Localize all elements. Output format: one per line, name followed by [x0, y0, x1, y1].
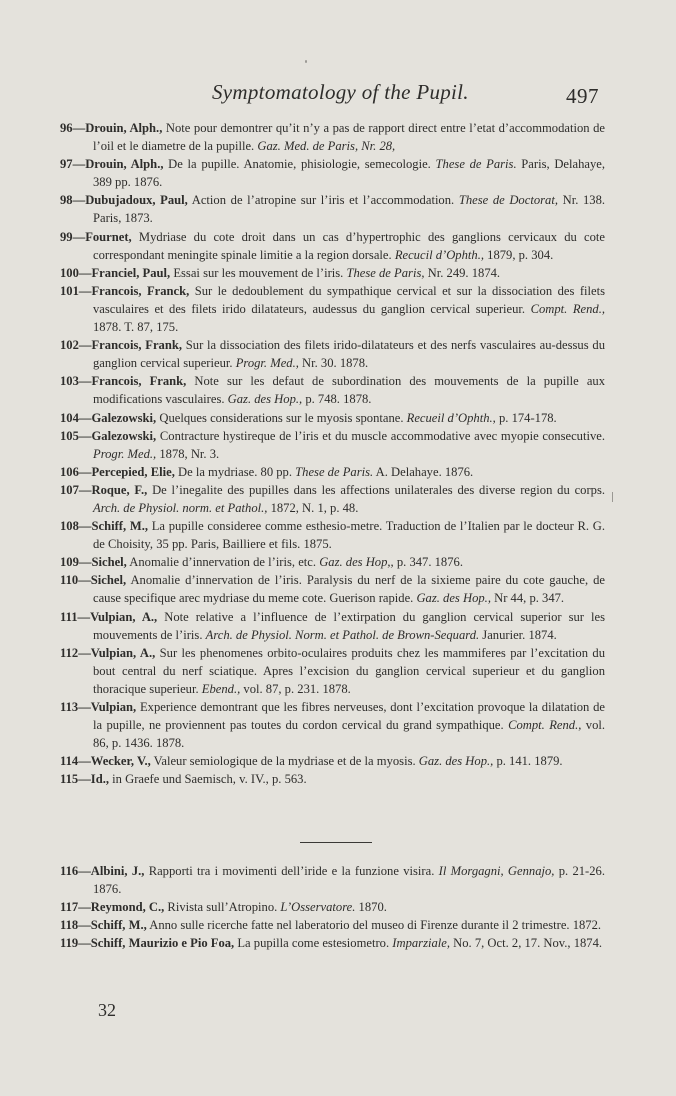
entry-author: Galezowski,: [91, 410, 157, 425]
bibliography-entry: [60, 571, 605, 607]
entry-title: De l’inegalite des pupilles dans les affections unilaterales des diverse region du corps.: [147, 482, 606, 497]
entry-dash: —: [78, 918, 91, 933]
entry-title: Sur les phenomenes orbito-oculaires produits chez les mammiferes par l’excitation du bout central du nerf sciatique. Apres l’excision du ganglion cervical superieur et du ganglion thoracique superieur.: [93, 645, 605, 696]
entry-number: 101: [60, 283, 79, 298]
entry-source: Arch. de Physiol. Norm. et Pathol. de Brown-Sequard.: [205, 627, 480, 642]
bibliography-entry: [60, 481, 605, 517]
entry-title: De la mydriase. 80 pp.: [174, 464, 296, 479]
entry-title: Note pour demontrer qu’it n’y a pas de rapport direct entre l’etat d’accommodation de l’oil et le diametre de la pupille.: [93, 121, 605, 154]
entry-number: 96: [60, 121, 73, 135]
running-title: Symptomatology of the Pupil.: [212, 80, 469, 104]
entry-source: These de Paris,: [346, 265, 425, 280]
entry-title: Action de l’atropine sur l’iris et l’accommodation.: [187, 193, 459, 208]
paper-speck: [612, 492, 613, 502]
entry-source: Progr. Med.,: [235, 356, 299, 371]
entry-author: Vulpian,: [90, 700, 137, 714]
entry-author: Schiff, M.,: [90, 918, 147, 933]
entry-source: Progr. Med.,: [93, 446, 157, 461]
entry-author: Francois, Frank,: [91, 338, 183, 353]
entry-dash: —: [72, 121, 86, 135]
entry-details: p. 347. 1876.: [393, 555, 463, 570]
bibliography-entry: [60, 770, 605, 788]
entry-dash: —: [78, 410, 92, 425]
entry-source: These de Doctorat,: [458, 193, 558, 208]
entry-source: These de Paris.: [295, 464, 374, 479]
entry-number: 116: [60, 864, 79, 878]
entry-dash: —: [78, 754, 91, 769]
entry-dash: —: [78, 900, 91, 915]
entry-dash: —: [78, 464, 92, 479]
entry-details: 1878, Nr. 3.: [156, 446, 220, 461]
entry-title: La pupille consideree comme esthesio-metre. Traduction de l’Italien par le docteur R. G. de Choisity, 35 pp. Paris, Bailliere et fils. 1875.: [93, 519, 606, 552]
entry-number: 104: [60, 410, 79, 425]
entry-author: Galezowski,: [91, 428, 157, 443]
bibliography-entry: [60, 934, 605, 952]
bibliography-list-italian: [60, 862, 605, 952]
entry-title: De la pupille. Anatomie, phisiologie, semecologie.: [163, 157, 436, 172]
entry-author: Sichel,: [90, 573, 127, 588]
entry-source: Recucil d’Ophth.,: [394, 247, 484, 262]
page-number: 497: [566, 84, 599, 108]
bibliography-entry: [60, 916, 605, 934]
entry-source: Imparziale,: [392, 936, 450, 951]
entry-dash: —: [78, 482, 92, 497]
entry-author: Dubujadoux, Paul,: [85, 193, 188, 208]
entry-dash: —: [78, 700, 91, 714]
entry-author: Schiff, M.,: [91, 519, 149, 534]
entry-details: Janurier. 1874.: [479, 627, 557, 642]
entry-number: 113: [60, 700, 79, 714]
entry-number: 117: [60, 900, 79, 915]
bibliography-entry: [60, 191, 605, 227]
entry-dash: —: [72, 229, 86, 244]
entry-dash: —: [78, 645, 91, 660]
entry-number: 118: [60, 918, 79, 933]
entry-dash: —: [78, 428, 92, 443]
entry-author: Fournet,: [85, 229, 132, 244]
entry-author: Roque, F.,: [91, 482, 148, 497]
entry-number: 99: [60, 229, 73, 244]
entry-dash: —: [78, 555, 92, 570]
entry-author: Drouin, Alph.,: [85, 157, 164, 172]
signature-mark: 32: [98, 1000, 116, 1020]
entry-dash: —: [78, 374, 92, 389]
entry-number: 108: [60, 519, 79, 534]
bibliography-entry: [60, 752, 605, 770]
entry-source: L’Osservatore.: [280, 900, 356, 915]
entry-author: Vulpian, A.,: [90, 645, 156, 660]
bibliography-entry: [60, 553, 605, 571]
entry-title: Quelques considerations sur le myosis spontane.: [156, 410, 407, 425]
entry-title: Sur la dissociation des filets irido-dilatateurs et des nerfs vasculaires au-dessus du ganglion cervical superieur.: [93, 338, 605, 371]
entry-number: 112: [60, 645, 79, 660]
entry-dash: —: [72, 157, 86, 172]
entry-source: Compt. Rend.,: [530, 301, 605, 316]
entry-details: A. Delahaye. 1876.: [373, 464, 474, 479]
entry-author: Vulpian, A.,: [90, 609, 158, 624]
section-divider: [300, 842, 372, 843]
entry-title: Contracture hystireque de l’iris et du muscle accommodative avec myopie consecutive.: [156, 428, 605, 443]
entry-dash: —: [78, 265, 92, 280]
entry-details: 1870.: [355, 900, 387, 915]
entry-source: Gaz. des Hop.,: [416, 591, 491, 606]
entry-title: Mydriase du cote droit dans un cas d’hypertrophic des ganglions cervicaux du cote correspondant meningite spinale limitie a la region dorsale.: [93, 229, 605, 262]
entry-author: Reymond, C.,: [90, 900, 165, 915]
bibliography-entry: [60, 409, 605, 427]
bibliography-list: [60, 119, 605, 788]
bibliography-entry: [60, 862, 605, 898]
entry-dash: —: [77, 609, 91, 624]
entry-details: vol. 86, p. 1436. 1878.: [93, 718, 606, 751]
entry-title: Anomalie d’innervation de l’iris, etc.: [126, 555, 320, 570]
entry-source: Arch. de Physiol. norm. et Pathol.,: [93, 500, 268, 515]
entry-source: Gaz. Med. de Paris, Nr. 28,: [257, 139, 396, 154]
entry-title: Experience demontrant que les fibres nerveuses, dont l’excitation provoque la dilatation de la pupille, ne proviennent pas toutes du cordon cervical du grand sympathique.: [93, 700, 605, 733]
entry-title: in Graefe und Saemisch, v. IV., p. 563.: [109, 772, 307, 787]
entry-title: Anomalie d’innervation de l’iris. Paralysis du nerf de la sixieme paire du cote gauche, de cause specifique arec mydriase du meme cote. Guerison rapide.: [93, 573, 605, 606]
entry-title: Valeur semiologique de la mydriase et de la myosis.: [150, 754, 419, 769]
bibliography-entry: [60, 608, 605, 644]
bibliography-entry: [60, 463, 605, 481]
bibliography-entry: [60, 898, 605, 916]
entry-number: 100: [60, 265, 79, 280]
bibliography-entry: [60, 427, 605, 463]
entry-details: Nr. 30. 1878.: [298, 356, 369, 371]
entry-details: Nr. 249. 1874.: [424, 265, 501, 280]
bibliography-entry: [60, 264, 605, 282]
entry-author: Francois, Frank,: [91, 374, 187, 389]
entry-source: Gaz. des Hop.,: [227, 392, 303, 407]
entry-author: Id.,: [90, 772, 109, 787]
entry-number: 114: [60, 754, 79, 769]
entry-details: 1872, N. 1, p. 48.: [267, 500, 359, 515]
entry-title: Essai sur les mouvement de l’iris.: [170, 265, 347, 280]
entry-author: Albini, J.,: [90, 864, 145, 878]
entry-dash: —: [78, 573, 91, 588]
bibliography-entry: [60, 698, 605, 752]
entry-source: Recueil d’Ophth.,: [406, 410, 496, 425]
entry-dash: —: [78, 864, 91, 878]
entry-details: p. 21-26. 1876.: [93, 864, 605, 897]
bibliography-entry: [60, 282, 605, 336]
entry-details: vol. 87, p. 231. 1878.: [240, 681, 351, 696]
entry-details: No. 7, Oct. 2, 17. Nov., 1874.: [450, 936, 603, 951]
entry-dash: —: [72, 193, 86, 208]
entry-number: 111: [60, 609, 78, 624]
entry-source: Il Morgagni, Gennajo,: [438, 864, 555, 878]
bibliography-entry: [60, 228, 605, 264]
entry-author: Franciel, Paul,: [91, 265, 171, 280]
entry-number: 115: [60, 772, 79, 787]
entry-number: 110: [60, 573, 79, 588]
entry-number: 109: [60, 555, 79, 570]
entry-details: 1878. T. 87, 175.: [93, 320, 179, 335]
entry-number: 107: [60, 482, 79, 497]
entry-dash: —: [78, 283, 92, 298]
entry-author: Percepied, Elie,: [91, 464, 175, 479]
entry-title: Rapporti tra i movimenti dell’iride e la funzione visira.: [144, 864, 439, 878]
entry-number: 102: [60, 338, 79, 353]
entry-details: Paris, Delahaye, 389 pp. 1876.: [93, 157, 606, 190]
entry-title: Anno sulle ricerche fatte nel laberatorio del museo di Firenze durante il 2 trimestre. 1872.: [146, 918, 602, 933]
entry-source: Gaz. des Hop.,: [418, 754, 494, 769]
bibliography-entry: [60, 517, 605, 553]
bibliography-entry: [60, 119, 605, 155]
entry-author: Francois, Franck,: [91, 283, 190, 298]
entry-number: 106: [60, 464, 79, 479]
entry-details: Nr 44, p. 347.: [490, 591, 565, 606]
entry-author: Drouin, Alph.,: [85, 121, 163, 135]
entry-dash: —: [78, 338, 92, 353]
entry-details: Nr. 138. Paris, 1873.: [93, 193, 606, 226]
entry-number: 103: [60, 374, 79, 389]
entry-author: Schiff, Maurizio e Pio Foa,: [90, 936, 235, 951]
entry-author: Wecker, V.,: [90, 754, 151, 769]
bibliography-entry: [60, 372, 605, 408]
entry-source: These de Paris.: [435, 157, 517, 172]
entry-details: 1879, p. 304.: [484, 247, 554, 262]
entry-title: Sur le dedoublement du sympathique cervical et sur la dissociation des filets vasculaires et des filets irido dilatateurs, audessus du ganglion cervical superieur.: [93, 283, 605, 316]
paper-speck: [305, 60, 307, 63]
entry-source: Ebend.,: [201, 681, 241, 696]
entry-details: p. 174-178.: [495, 410, 557, 425]
entry-title: Note sur les defaut de subordination des mouvements de la pupille aux modifications vasculaires.: [93, 374, 605, 407]
entry-author: Sichel,: [91, 555, 127, 570]
entry-number: 119: [60, 936, 79, 951]
entry-source: Compt. Rend.,: [508, 718, 582, 733]
entry-title: Note relative a l’influence de l’extirpation du ganglion cervical superior sur les mouvements de l’iris.: [93, 609, 605, 642]
entry-details: p. 141. 1879.: [493, 754, 563, 769]
entry-details: p. 748. 1878.: [302, 392, 372, 407]
entry-source: Gaz. des Hop,,: [319, 555, 394, 570]
entry-number: 98: [60, 193, 73, 208]
bibliography-entry: [60, 336, 605, 372]
entry-dash: —: [78, 936, 91, 951]
bibliography-entry: [60, 155, 605, 191]
entry-title: La pupilla come estesiometro.: [234, 936, 393, 951]
entry-number: 97: [60, 157, 73, 172]
bibliography-entry: [60, 644, 605, 698]
entry-title: Rivista sull’Atropino.: [164, 900, 281, 915]
entry-number: 105: [60, 428, 79, 443]
entry-dash: —: [78, 772, 91, 787]
page-header: [0, 80, 676, 110]
entry-dash: —: [78, 519, 92, 534]
